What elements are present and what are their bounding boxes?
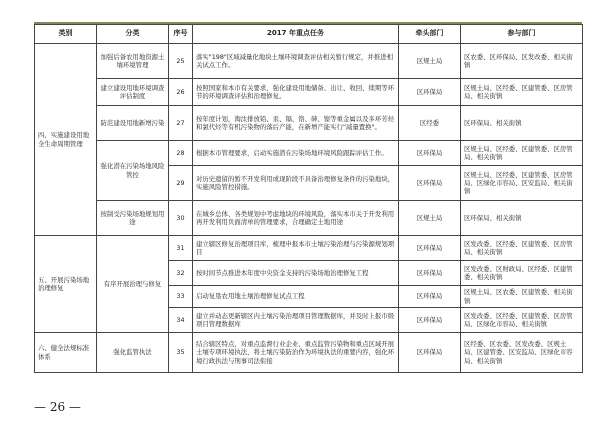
lead-dept-cell: 区环保局 [399, 286, 461, 308]
header-task: 2017 年重点任务 [193, 25, 399, 44]
row-number: 25 [169, 44, 193, 79]
lead-dept-cell: 区经委 [399, 106, 461, 141]
row-number: 26 [169, 79, 193, 106]
participating-depts-cell: 区发改委、区财政局、区经委、区建管委、相关街镇 [461, 261, 583, 286]
participating-depts-cell: 区环保局、相关街镇 [461, 106, 583, 141]
subcategory-cell: 强化监管执法 [97, 333, 169, 373]
participating-depts-cell: 区发改委、区经委、区建管委、区房管局、相关街镇 [461, 236, 583, 261]
lead-dept-cell: 区规土局 [399, 201, 461, 236]
lead-dept-cell: 区规土局 [399, 44, 461, 79]
table-row [35, 201, 583, 236]
task-cell: 在城乡总体、各类规划中考虑地块的环境风险，落实本市关于开发利用再开发利用负面清单的管理要求，合理确定土地用途 [193, 201, 399, 236]
task-cell: 按时间节点推进本年度中央资金支持的污染场地治理修复工程 [193, 261, 399, 286]
task-cell: 落实"198"区域减量化地块土壤环境调查评估相关暂行规定，并推进相关试点工作。 [193, 44, 399, 79]
lead-dept-cell: 区环保局 [399, 261, 461, 286]
header-lead-dept: 牵头部门 [399, 25, 461, 44]
row-number: 28 [169, 141, 193, 166]
participating-depts-cell: 区规土局、区经委、区建管委、区房管局、区绿化市容局、区安监局、相关街镇 [461, 166, 583, 201]
table-row [35, 333, 583, 373]
participating-depts-cell: 区规土局、区经委、区建管委、区房管局、相关街镇 [461, 79, 583, 106]
subcategory-cell: 按制受污染场地规划用途 [97, 201, 169, 236]
subcategory-cell: 有序开展治理与修复 [97, 236, 169, 333]
category-cell: 六、健全法规标准体系 [35, 333, 97, 373]
table-row [35, 106, 583, 141]
task-cell: 建立并动态更新辖区内土壤污染治理项目管理数据库，并及时上报市级项目管理数据库 [193, 308, 399, 333]
table-row [35, 236, 583, 261]
participating-depts-cell: 区农委、区环保局、区发改委、相关街镇 [461, 44, 583, 79]
lead-dept-cell: 区环保局 [399, 166, 461, 201]
header-category: 类别 [35, 25, 97, 44]
lead-dept-cell: 区环保局 [399, 141, 461, 166]
task-cell: 结合辖区特点，对重点监督行业企业、重点监管污染物和重点区域开展土壤专项环境执法，将土壤污染防治作为环境执法的重要内容，强化环境行政执法与刑事司法衔接 [193, 333, 399, 373]
subcategory-cell: 建立建设用地环境调查评估制度 [97, 79, 169, 106]
table-row [35, 79, 583, 106]
row-number: 34 [169, 308, 193, 333]
task-cell: 根据本市管理要求，启动实施潜在污染场地环境风险跟踪评估工作。 [193, 141, 399, 166]
header-participating-depts: 参与部门 [461, 25, 583, 44]
task-cell: 对历史遗留的暂不开发利用或现阶段不具备治理修复条件的污染地块，实施风险管控措施。 [193, 166, 399, 201]
subcategory-cell: 强化潜在污染场地风险管控 [97, 141, 169, 201]
lead-dept-cell: 区环保局 [399, 333, 461, 373]
page-number: — 26 — [34, 400, 81, 414]
lead-dept-cell: 区环保局 [399, 79, 461, 106]
subcategory-cell: 防范建设用地新增污染 [97, 106, 169, 141]
lead-dept-cell: 区环保局 [399, 308, 461, 333]
task-cell: 建立辖区修复治理项目库，梳理申报本市土壤污染治理与污染源规划项目 [193, 236, 399, 261]
row-number: 33 [169, 286, 193, 308]
row-number: 29 [169, 166, 193, 201]
row-number: 27 [169, 106, 193, 141]
task-cell: 启动复垦农用地土壤治理修复试点工程 [193, 286, 399, 308]
key-tasks-table [34, 24, 583, 373]
header-number: 序号 [169, 25, 193, 44]
subcategory-cell: 加强后备农用地资源土壤环境管理 [97, 44, 169, 79]
category-cell: 五、开展污染场地治理修复 [35, 236, 97, 333]
row-number: 30 [169, 201, 193, 236]
participating-depts-cell: 区环保局、相关街镇 [461, 201, 583, 236]
row-number: 31 [169, 236, 193, 261]
table-row [35, 44, 583, 79]
category-cell: 四、实施建设用地全生命周期管理 [35, 44, 97, 236]
row-number: 32 [169, 261, 193, 286]
participating-depts-cell: 区发改委、区经委、区建管委、区房管局、区绿化市容局、相关街镇 [461, 308, 583, 333]
participating-depts-cell: 区经委、区农委、区发改委、区规土局、区建管委、区安监局、区绿化市容局、相关街镇 [461, 333, 583, 373]
participating-depts-cell: 区规土局、区农委、区建管委、相关街镇 [461, 286, 583, 308]
header-subcategory: 分类 [97, 25, 169, 44]
table-header-row [35, 25, 583, 44]
table-row [35, 141, 583, 166]
task-cell: 按年度计划，淘汰排放铅、汞、镉、铬、砷、镍等重金属以及多环芳烃和氯代烃等有机污染物的落后产能，在新增产能实行"减量置换"。 [193, 106, 399, 141]
lead-dept-cell: 区环保局 [399, 236, 461, 261]
task-cell: 按照国家和本市有关要求，强化建设用地储备、出让、收回、续期等环节的环境调查评估和治理修复。 [193, 79, 399, 106]
participating-depts-cell: 区规土局、区经委、区建管委、区房管局、相关街镇 [461, 141, 583, 166]
row-number: 35 [169, 333, 193, 373]
